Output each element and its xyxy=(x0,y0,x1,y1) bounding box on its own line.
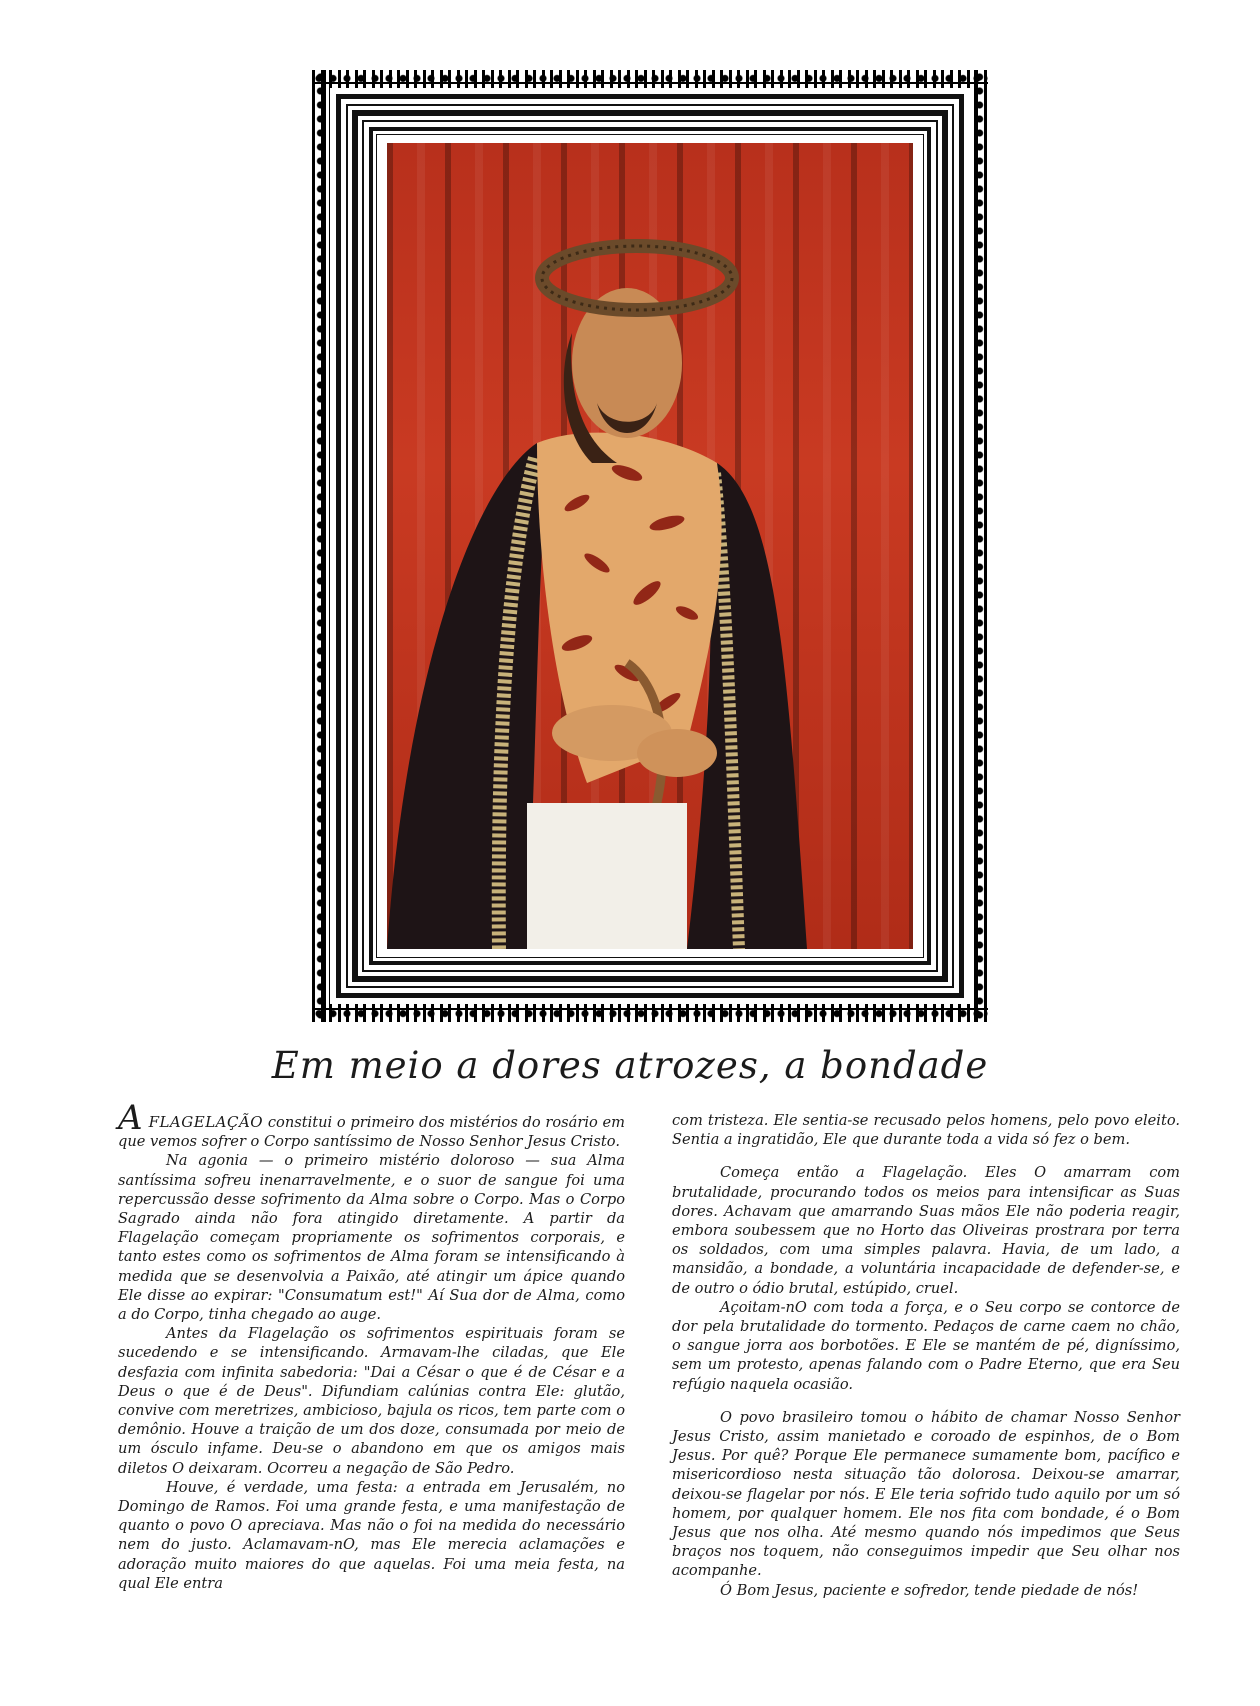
paragraph-3: Antes da Flagelação os sofrimentos espirituais foram se sucedendo e se intensificando. Armavam-lhe ciladas, que Ele desfazia com infinita sabedoria: "Dai a César o que é de César e a Deus o que é de Deus". Difundiam calúnias contra Ele: glutão, convive com meretrizes, ambicioso, bajula os ricos, tem parte com o demônio. Houve a traição de um dos doze, consumada por meio de um ósculo infame. Deu-se o abandono em que os amigos mais diletos O deixaram. Ocorreu a negação de São Pedro. xyxy=(118,1325,625,1477)
frame-ornament-bottom xyxy=(312,1008,988,1022)
dropcap: A xyxy=(118,1098,143,1138)
paragraph-8: O povo brasileiro tomou o hábito de chamar Nosso Senhor Jesus Cristo, assim manietado e coroado de espinhos, de o Bom Jesus. Por quê? Porque Ele permanece sumamente bom, pacífico e misericordioso nesta situação tão dolorosa. Deixou-se amarrar, deixou-se flagelar por nós. E Ele teria sofrido tudo aquilo por um só homem, por qualquer homem. Ele nos fita com bondade, é o Bom Jesus que nos olha. Até mesmo quando nós impedimos que Seus braços nos toquem, não conseguimos impedir que Seu olhar nos acompanhe. xyxy=(672,1408,1180,1580)
mantle xyxy=(387,443,547,949)
paragraph-2: Na agonia — o primeiro mistério doloroso — sua Alma santíssima sofreu inenarravelmente, e o suor de sangue foi uma repercussão desse sofrimento da Alma sobre o Corpo. Mas o Corpo Sagrado ainda não fora atingido diretamente. A partir da Flagelação começam propriamente os sofrimentos corporais, e tanto estes como os sofrimentos de Alma foram se intensificando à medida que se desenvolvia a Paixão, até atingir um ápice quando Ele disse ao expirar: "Consumatum est!" Aí Sua dor de Alma, como a do Corpo, tinha chegado ao auge. xyxy=(118,1152,625,1324)
statue-illustration xyxy=(387,143,913,949)
statue-photograph xyxy=(387,143,913,949)
paragraph-7: Açoitam-nO com toda a força, e o Seu corpo se contorce de dor pela brutalidade do tormento. Pedaços de carne caem no chão, o sangue jorra aos borbotões. E Ele se mantém de pé, digníssimo, sem um protesto, apenas falando com o Padre Eterno, que era Seu refúgio naquela ocasião. xyxy=(672,1298,1180,1393)
article-title: Em meio a dores atrozes, a bondade xyxy=(271,1044,989,1087)
frame-ornament-left xyxy=(312,70,326,1022)
paragraph-1 xyxy=(118,1098,626,1151)
loincloth xyxy=(527,803,687,949)
frame-ornament-right xyxy=(974,70,988,1022)
article-column-right xyxy=(672,1111,1180,1600)
lead-word: FLAGELAÇÃO xyxy=(148,1113,264,1131)
frame-ornament-top xyxy=(312,70,988,84)
paragraph-9: Ó Bom Jesus, paciente e sofredor, tende piedade de nós! xyxy=(720,1581,1139,1599)
paragraph-4: Houve, é verdade, uma festa: a entrada em Jerusalém, no Domingo de Ramos. Foi uma grande festa, e uma manifestação de quanto o povo O apreciava. Mas não o foi na medida do necessário nem do justo. Aclamavam-nO, mas Ele merecia aclamações e adoração muito maiores do que aquelas. Foi uma meia festa, na qual Ele entra xyxy=(118,1478,625,1592)
paragraph-6: Começa então a Flagelação. Eles O amarram com brutalidade, procurando todos os meios para intensificar as Suas dores. Achavam que amarrando Suas mãos Ele não poderia reagir, embora soubessem que no Horto das Oliveiras prostrara por terra os soldados, com uma simples palavra. Havia, de um lado, a mansidão, a bondade, a voluntária incapacidade de defender-se, e de outro o ódio brutal, estúpido, cruel. xyxy=(672,1164,1180,1297)
paragraph-5: com tristeza. Ele sentia-se recusado pelos homens, pelo povo eleito. Sentia a ingratidão, Ele que durante toda a vida só fez o bem. xyxy=(672,1112,1180,1149)
article-column-left xyxy=(118,1098,626,1593)
paragraph-text: constitui o primeiro dos mistérios do rosário em que vemos sofrer o Corpo santíssimo de Nosso Senhor Jesus Cristo. xyxy=(118,1114,626,1151)
